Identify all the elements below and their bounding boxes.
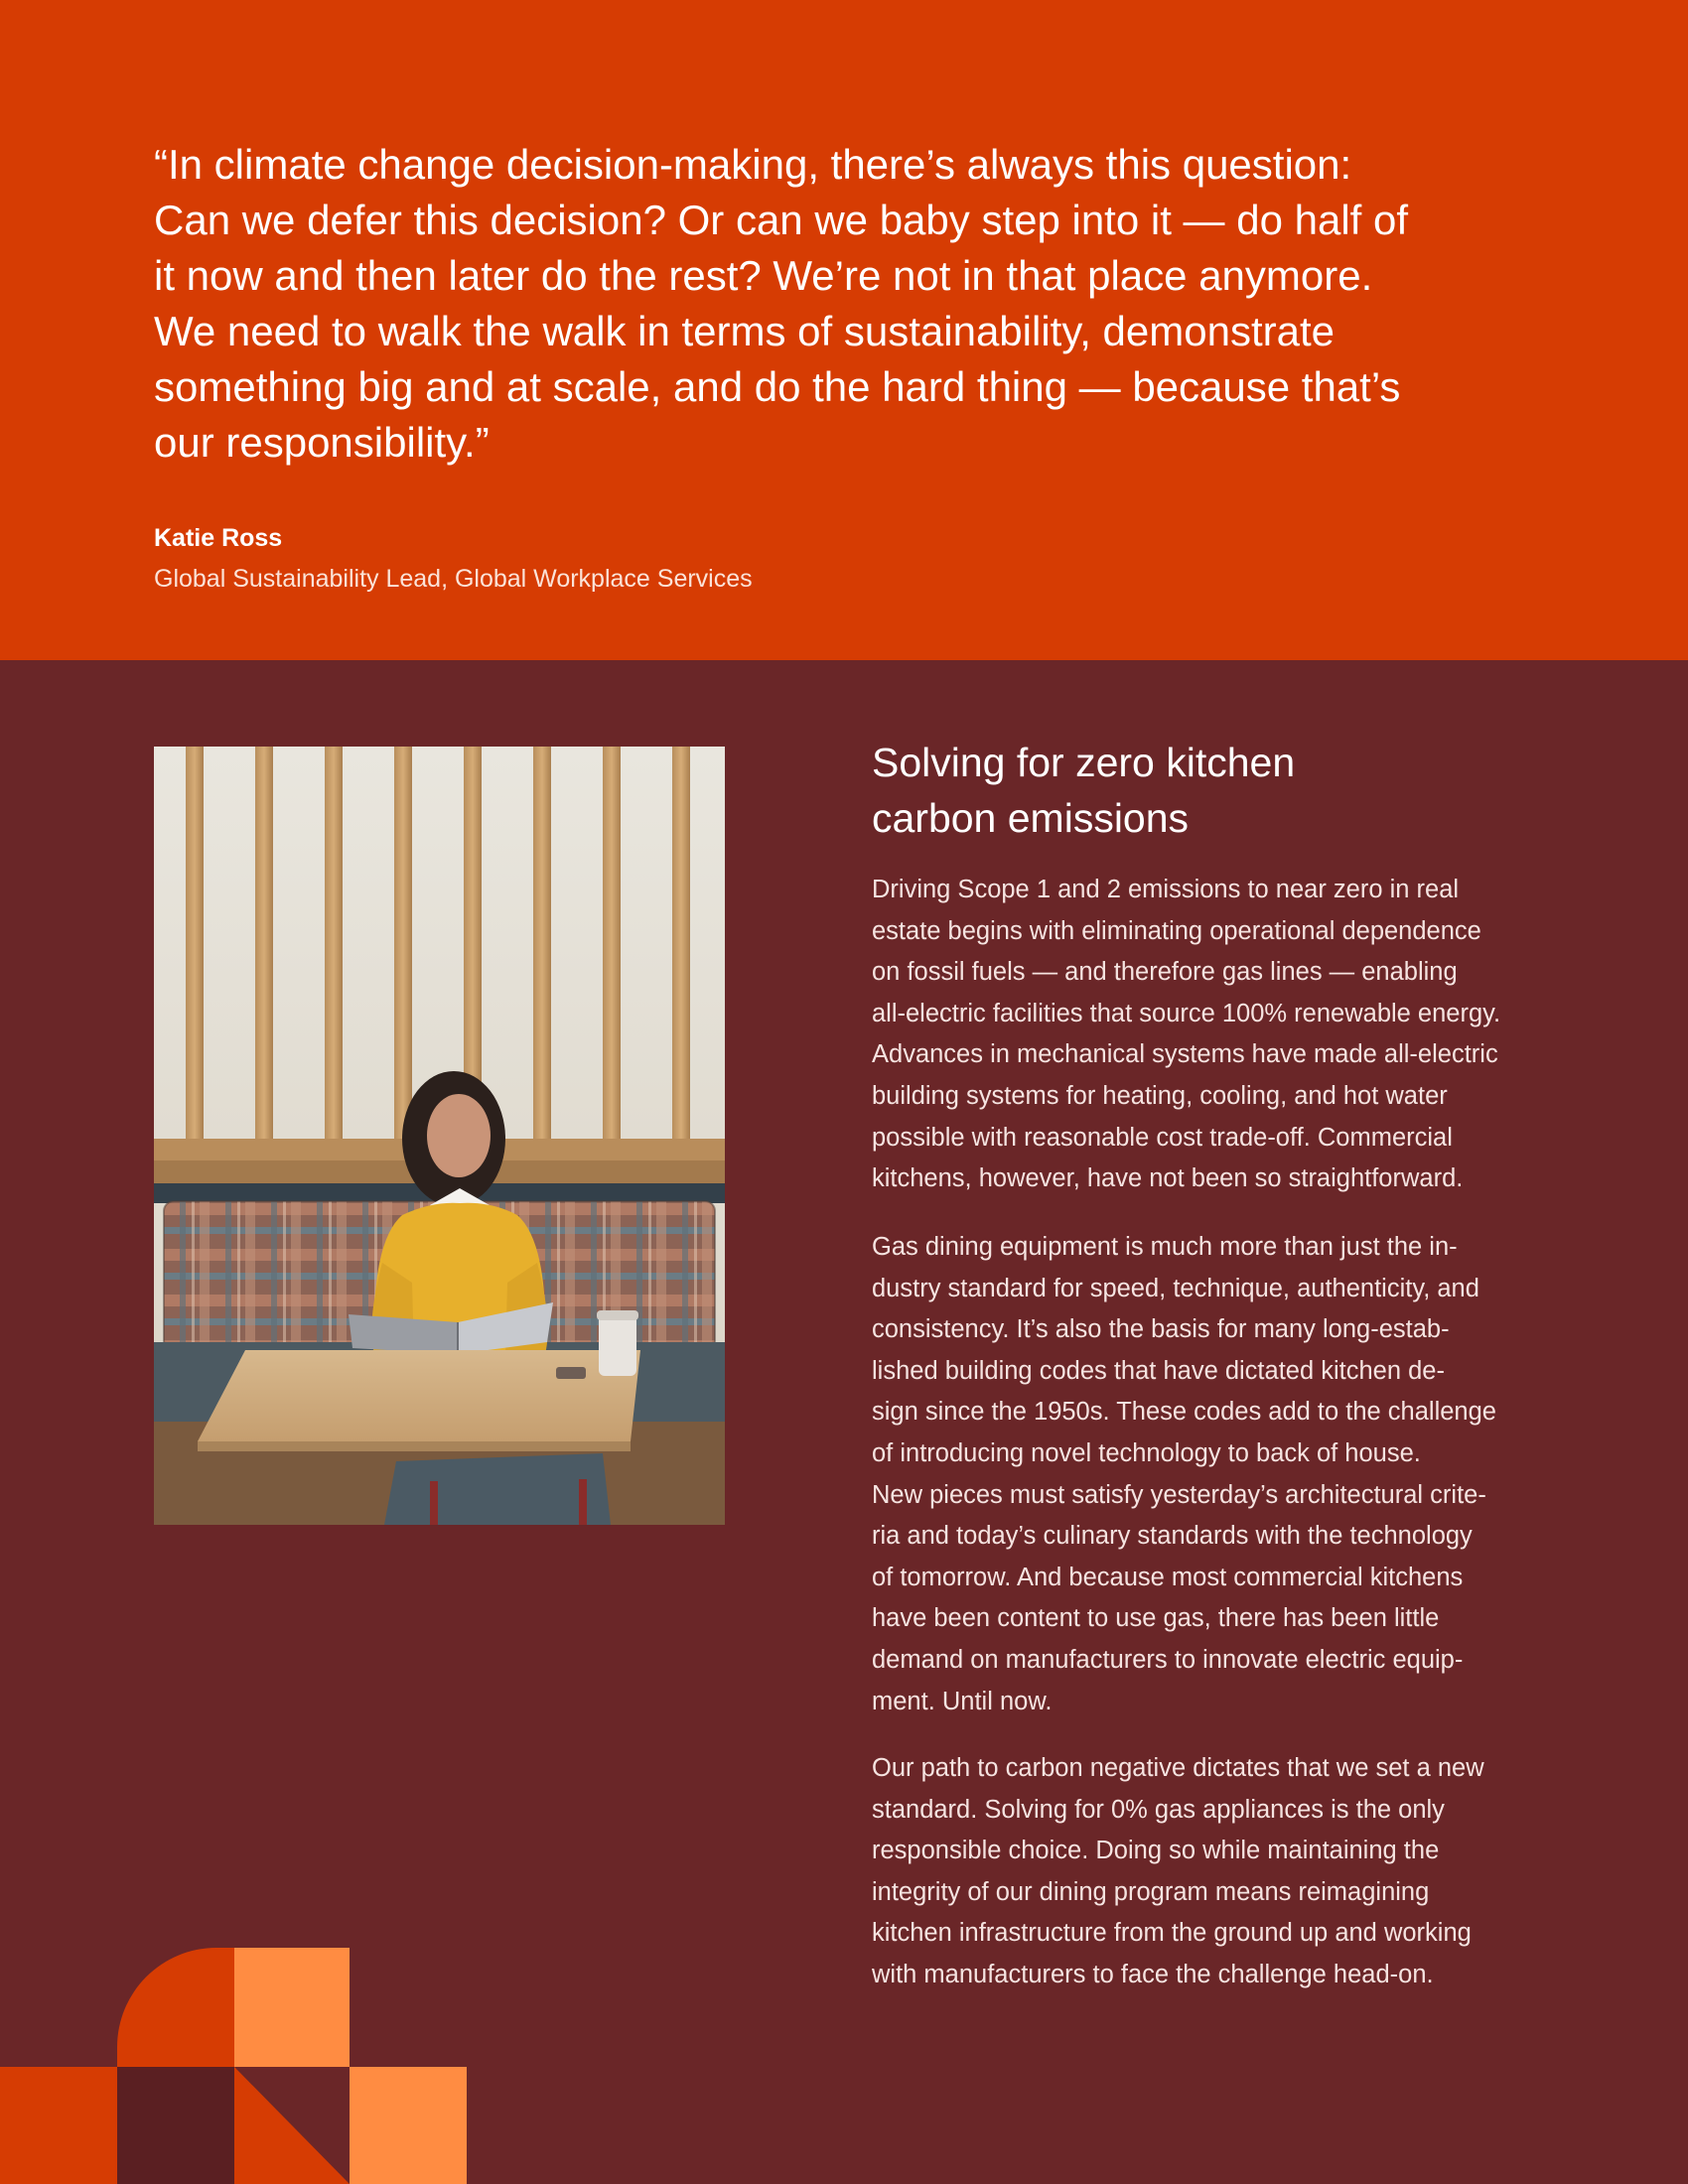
quarter-circle-tile — [117, 1948, 234, 2067]
quote-line: something big and at scale, and do the hard thing — because that’s — [154, 363, 1401, 410]
light-orange-tile — [234, 1948, 350, 2067]
paragraph-line: building systems for heating, cooling, and hot water — [872, 1081, 1448, 1110]
quote-line: our responsibility.” — [154, 419, 490, 466]
paragraph-line: lished building codes that have dictated kitchen de- — [872, 1356, 1445, 1385]
quote-line: We need to walk the walk in terms of sustainability, demonstrate — [154, 308, 1336, 354]
quote-line: it now and then later do the rest? We’re not in that place anymore. — [154, 252, 1373, 299]
heading-line: carbon emissions — [872, 795, 1190, 841]
paragraph-line: ria and today’s culinary standards with the technology — [872, 1522, 1473, 1551]
paragraph-line: demand on manufacturers to innovate electric equip- — [872, 1645, 1464, 1674]
paragraph-line: Our path to carbon negative dictates that we set a new — [872, 1754, 1484, 1782]
light-orange-tile — [350, 2067, 467, 2184]
paragraph-line: have been content to use gas, there has been little — [872, 1604, 1440, 1633]
paragraph-line: possible with reasonable cost trade-off. Commercial — [872, 1123, 1453, 1152]
paragraph-line: Advances in mechanical systems have made all-electric — [872, 1040, 1498, 1069]
paragraph-line: on fossil fuels — and therefore gas lines — enabling — [872, 958, 1458, 987]
quote-author-name: Katie Ross — [154, 524, 283, 552]
quote-band — [0, 0, 1688, 660]
paragraph-line: all-electric facilities that source 100% renewable energy. — [872, 999, 1501, 1027]
article-heading — [872, 735, 1567, 846]
paragraph-line: dustry standard for speed, technique, authenticity, and — [872, 1274, 1479, 1302]
paragraph-line: sign since the 1950s. These codes add to the challenge — [872, 1398, 1496, 1427]
paragraph-line: responsible choice. Doing so while maintaining the — [872, 1837, 1440, 1865]
paragraph-line: integrity of our dining program means reimagining — [872, 1877, 1430, 1906]
paragraph-line: with manufacturers to face the challenge head-on. — [872, 1960, 1434, 1988]
heading-line: Solving for zero kitchen — [872, 740, 1296, 785]
paragraph-line: Driving Scope 1 and 2 emissions to near zero in real — [872, 876, 1460, 903]
quote-author-title: Global Sustainability Lead, Global Workplace Services — [154, 565, 753, 593]
paragraph-line: standard. Solving for 0% gas appliances is the only — [872, 1795, 1445, 1824]
orange-tile — [0, 2067, 117, 2184]
paragraph-line: estate begins with eliminating operational dependence — [872, 916, 1481, 945]
article-paragraph — [872, 1748, 1567, 1996]
paragraph-line: ment. Until now. — [872, 1687, 1053, 1715]
paragraph-line: Gas dining equipment is much more than just the in- — [872, 1233, 1458, 1261]
quote-line: “In climate change decision-making, there’s always this question: — [154, 141, 1352, 188]
cafe-photo — [154, 747, 725, 1525]
paragraph-line: of tomorrow. And because most commercial kitchens — [872, 1563, 1464, 1591]
paragraph-line: kitchen infrastructure from the ground up and working — [872, 1919, 1472, 1948]
quote-line: Can we defer this decision? Or can we baby step into it — do half of — [154, 197, 1409, 243]
article-paragraph — [872, 1227, 1567, 1722]
pull-quote — [154, 137, 1544, 471]
maroon-tile — [117, 2067, 234, 2184]
paragraph-line: of introducing novel technology to back of house. — [872, 1438, 1421, 1467]
paragraph-line: New pieces must satisfy yesterday’s architectural crite- — [872, 1480, 1486, 1509]
paragraph-line: consistency. It’s also the basis for many long-estab- — [872, 1315, 1450, 1344]
article-paragraph — [872, 870, 1567, 1200]
decorative-tiles — [0, 1948, 467, 2184]
paragraph-line: kitchens, however, have not been so straightforward. — [872, 1164, 1464, 1193]
